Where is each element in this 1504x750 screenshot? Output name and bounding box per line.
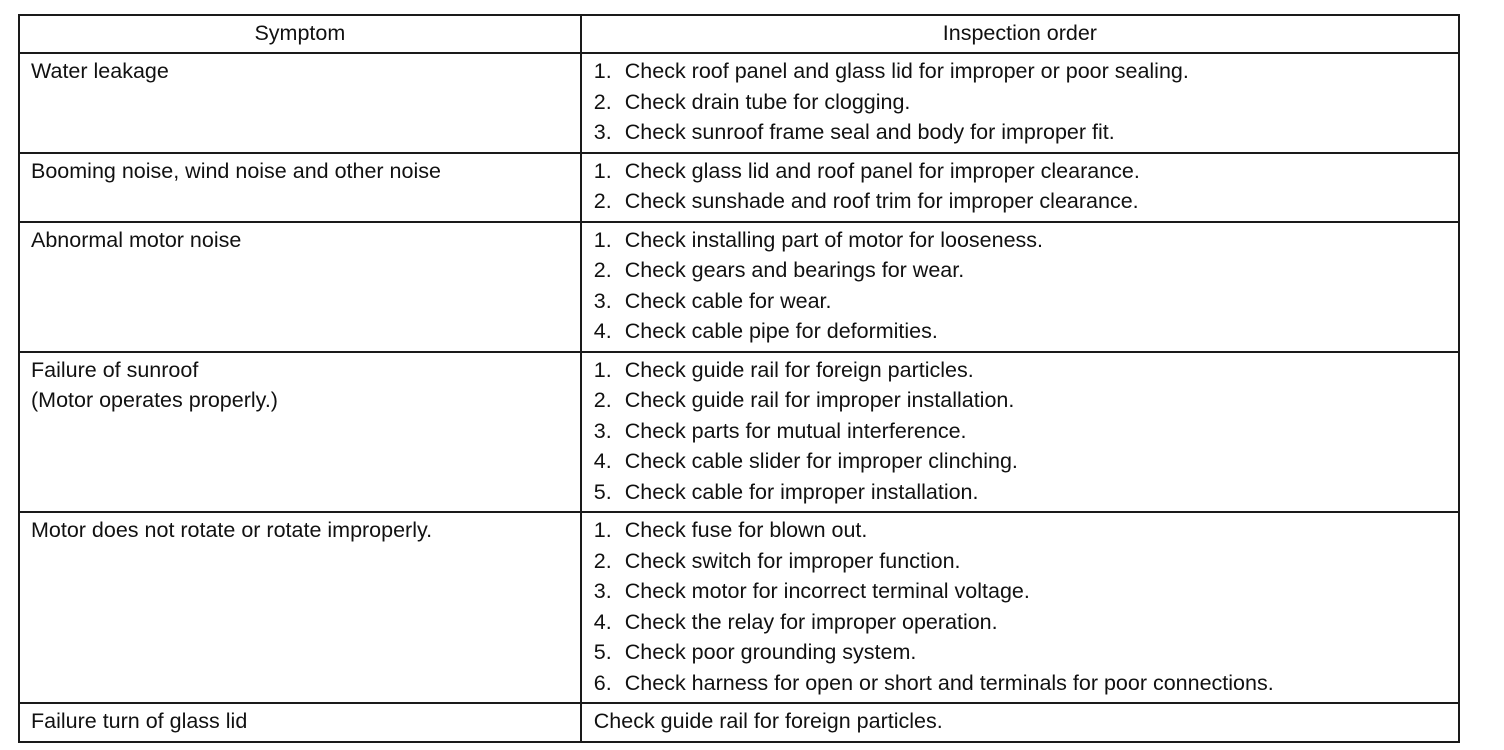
symptom-cell bbox=[19, 222, 581, 352]
symptom-text: Water leakage bbox=[31, 59, 169, 83]
inspection-step bbox=[594, 668, 1448, 699]
inspection-step bbox=[594, 316, 1448, 347]
step-text: Check fuse for blown out. bbox=[624, 518, 868, 542]
table-body bbox=[19, 53, 1459, 742]
step-text: Check parts for mutual interference. bbox=[624, 418, 967, 443]
inspection-step bbox=[594, 156, 1448, 187]
inspection-cell bbox=[581, 222, 1459, 352]
table-header bbox=[19, 15, 1459, 53]
inspection-step bbox=[594, 637, 1448, 668]
step-number: 4. bbox=[593, 319, 612, 343]
symptom-text: Failure turn of glass lid bbox=[31, 709, 248, 733]
step-text: Check guide rail for improper installation. bbox=[624, 388, 1015, 412]
step-number: 4. bbox=[593, 449, 612, 473]
step-text: Check cable slider for improper clinching. bbox=[624, 449, 1018, 473]
step-text: Check the relay for improper operation. bbox=[624, 609, 998, 634]
inspection-cell bbox=[581, 153, 1459, 222]
table-row bbox=[19, 153, 1459, 222]
symptom-text: Failure of sunroof bbox=[31, 357, 199, 382]
step-text: Check glass lid and roof panel for improper clearance. bbox=[624, 158, 1140, 183]
step-number: 3. bbox=[593, 120, 612, 144]
step-number: 1. bbox=[593, 518, 612, 542]
step-number: 3. bbox=[593, 579, 612, 603]
inspection-step bbox=[594, 255, 1448, 286]
inspection-cell bbox=[581, 352, 1459, 513]
step-text: Check drain tube for clogging. bbox=[624, 89, 911, 114]
symptom-column-header: Symptom bbox=[19, 15, 581, 53]
inspection-step bbox=[594, 515, 1448, 546]
step-number: 3. bbox=[593, 288, 612, 313]
step-number: 4. bbox=[593, 609, 612, 634]
step-number: 2. bbox=[593, 548, 612, 573]
table-row bbox=[19, 53, 1459, 153]
step-number: 3. bbox=[593, 418, 612, 443]
table-row bbox=[19, 222, 1459, 352]
symptom-cell bbox=[19, 703, 581, 742]
step-text: Check cable for wear. bbox=[624, 288, 832, 313]
step-text: Check cable pipe for deformities. bbox=[624, 319, 938, 343]
step-text: Check motor for incorrect terminal voltage. bbox=[624, 579, 1030, 603]
inspection-cell bbox=[581, 53, 1459, 153]
inspection-step bbox=[594, 385, 1448, 416]
step-number: 5. bbox=[593, 640, 612, 664]
table-row bbox=[19, 512, 1459, 703]
step-number: 1. bbox=[593, 59, 612, 83]
inspection-step bbox=[594, 706, 1448, 737]
inspection-step bbox=[594, 186, 1448, 217]
step-number: 2. bbox=[593, 189, 612, 213]
symptom-text: Booming noise, wind noise and other noise bbox=[31, 158, 441, 183]
step-number: 5. bbox=[593, 479, 612, 504]
inspection-step bbox=[594, 225, 1448, 256]
header-row bbox=[19, 15, 1459, 53]
symptom-text: (Motor operates properly.) bbox=[31, 388, 278, 412]
symptom-cell bbox=[19, 153, 581, 222]
inspection-step bbox=[594, 56, 1448, 87]
table-row bbox=[19, 352, 1459, 513]
symptom-cell bbox=[19, 53, 581, 153]
step-number: 2. bbox=[593, 258, 612, 282]
inspection-step bbox=[594, 416, 1448, 447]
step-text: Check harness for open or short and terminals for poor connections. bbox=[624, 670, 1274, 695]
step-text: Check gears and bearings for wear. bbox=[624, 258, 965, 282]
inspection-step bbox=[594, 607, 1448, 638]
step-text: Check sunroof frame seal and body for improper fit. bbox=[624, 120, 1115, 144]
step-number: 6. bbox=[593, 670, 612, 695]
step-text: Check installing part of motor for looseness. bbox=[624, 227, 1044, 252]
symptom-text: Abnormal motor noise bbox=[31, 227, 242, 252]
step-text: Check roof panel and glass lid for improper or poor sealing. bbox=[624, 59, 1189, 83]
step-number: 1. bbox=[593, 158, 612, 183]
inspection-column-header: Inspection order bbox=[581, 15, 1459, 53]
inspection-cell bbox=[581, 703, 1459, 742]
inspection-step bbox=[594, 117, 1448, 148]
inspection-step bbox=[594, 546, 1448, 577]
step-text: Check switch for improper function. bbox=[624, 548, 961, 573]
inspection-table bbox=[18, 14, 1460, 743]
step-number: 2. bbox=[593, 388, 612, 412]
symptom-cell bbox=[19, 352, 581, 513]
inspection-step bbox=[594, 446, 1448, 477]
step-text: Check cable for improper installation. bbox=[624, 479, 979, 504]
inspection-cell bbox=[581, 512, 1459, 703]
step-text: Check sunshade and roof trim for improper clearance. bbox=[624, 189, 1139, 213]
inspection-step bbox=[594, 355, 1448, 386]
step-number: 1. bbox=[593, 227, 612, 252]
inspection-step bbox=[594, 87, 1448, 118]
step-text: Check guide rail for foreign particles. bbox=[624, 357, 974, 382]
symptom-cell bbox=[19, 512, 581, 703]
step-text: Check poor grounding system. bbox=[624, 640, 917, 664]
inspection-step bbox=[594, 286, 1448, 317]
step-text: Check guide rail for foreign particles. bbox=[593, 709, 943, 733]
inspection-step bbox=[594, 477, 1448, 508]
symptom-text: Motor does not rotate or rotate improperly. bbox=[31, 518, 433, 542]
table-row bbox=[19, 703, 1459, 742]
step-number: 2. bbox=[593, 89, 612, 114]
step-number: 1. bbox=[593, 357, 612, 382]
inspection-step bbox=[594, 576, 1448, 607]
